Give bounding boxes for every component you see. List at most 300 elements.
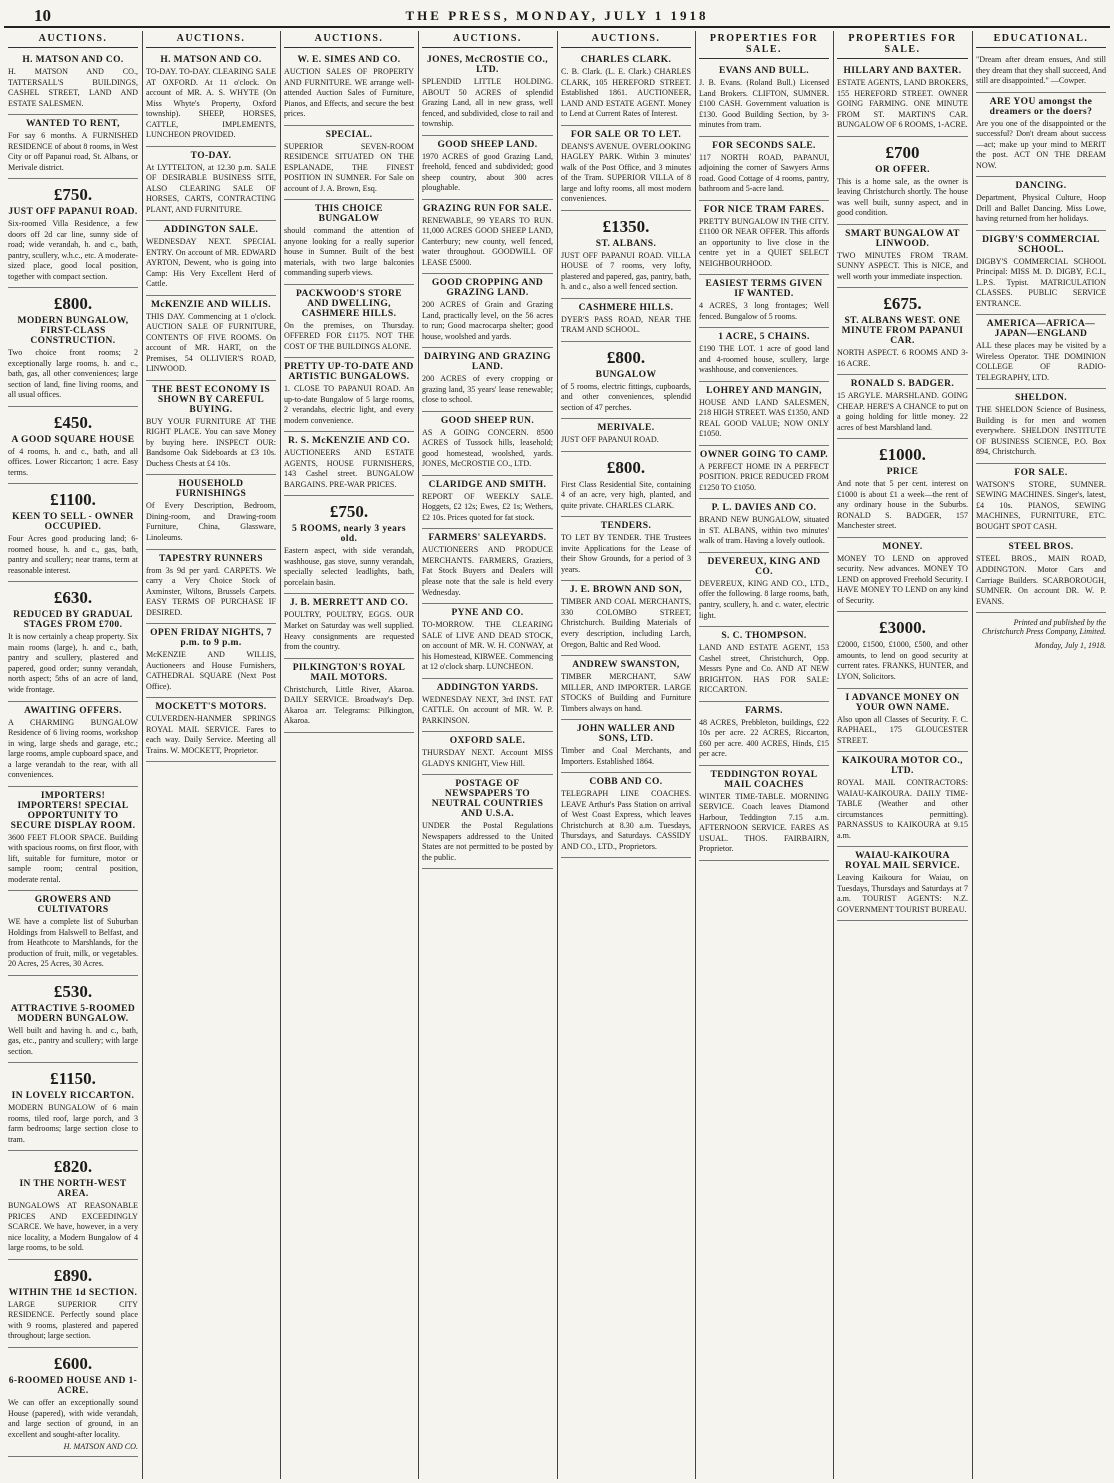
ad-heading: FOR SALE OR TO LET. (570, 129, 682, 140)
ad-body: "Dream after dream ensues, And still they dream that they shall succeed, And still are disappointed." —Cowper. (976, 55, 1106, 86)
advertisement (8, 115, 138, 179)
ad-heading: PRICE (886, 467, 919, 478)
ad-heading: THE BEST ECONOMY IS SHOWN BY CAREFUL BUYING. (151, 384, 271, 415)
ad-heading: MERIVALE. (597, 423, 655, 434)
ad-heading: SMART BUNGALOW AT LINWOOD. (845, 228, 960, 249)
advertisement (837, 137, 968, 225)
ad-body: WATSON'S STORE, SUMNER. SEWING MACHINES. Singer's, latest, £4 10s. PIANOS, SEWING MACHINES, FURNITURE, ETC. BOUGHT SPOT CASH. (976, 479, 1106, 531)
ad-body: 4 ACRES, 3 long frontages; Well fenced. Bungalow of 5 rooms. (699, 301, 829, 321)
ad-body: H. MATSON AND CO., TATTERSALL'S BUILDINGS, CASHEL STREET, LAND AND ESTATE SALESMEN. (8, 67, 138, 108)
advertisement (146, 147, 276, 222)
advertisement (284, 358, 414, 432)
advertisement (561, 51, 691, 126)
advertisement (699, 446, 829, 500)
ad-heading: ADDINGTON YARDS. (436, 682, 539, 693)
ad-body: Timber and Coal Merchants, and Importers. Established 1864. (561, 746, 691, 766)
ad-body: THE SHELDON Science of Business, Building is for men and women everywhere. SHELDON INSTITUTE OF BUSINESS SCIENCE, P.O. Box 894, Christchurch. (976, 405, 1106, 457)
ad-body: MODERN BUNGALOW of 6 main rooms, tiled roof, large porch, and 3 farm bedrooms; large section close to tram. (8, 1103, 138, 1144)
ad-heading: IMPORTERS! IMPORTERS! SPECIAL OPPORTUNITY TO SECURE DISPLAY ROOM. (10, 790, 136, 831)
advertisement (422, 679, 553, 733)
column (557, 31, 695, 1479)
ad-body: We can offer an exceptionally sound House (papered), with wide verandah, and large section of ground, in an excellent and sought-after locality. (8, 1398, 138, 1439)
advertisement (976, 538, 1106, 613)
ad-body: TO-MORROW. THE CLEARING SALE of LIVE AND DEAD STOCK, on account of MR. W. H. CONWAY, at his Homestead, KIRWEE. Commencing at 12 o'clock sharp. LUNCHEON. (422, 620, 553, 672)
ad-body: STEEL BROS., MAIN ROAD, ADDINGTON. Motor Cars and Carriage Builders. SCARBOROUGH, SUMNER. On account DR. W. P. EVANS. (976, 554, 1106, 606)
advertisement (699, 553, 829, 627)
ad-body: Well built and having h. and c., bath, gas, etc., pantry and scullery; with large section. (8, 1025, 138, 1056)
ad-heading: FOR NICE TRAM FARES. (703, 204, 825, 215)
ad-body: 1. CLOSE TO PAPANUI ROAD. An up-to-date Bungalow of 5 large rooms, 2 verandahs, electric light, and every modern convenience. (284, 384, 414, 425)
advertisement (837, 439, 968, 538)
advertisement (422, 604, 553, 679)
ad-body: DEANS'S AVENUE. OVERLOOKING HAGLEY PARK. Within 3 minutes' walk of the Post Office, and 3 minutes of the Tram. SUPERIOR VILLA of 8 large and lofty rooms, all most modern conveniences. (561, 141, 691, 204)
ad-body: HOUSE AND LAND SALESMEN, 218 HIGH STREET. WAS £1350, AND REAL GOOD VALUE; NOW ONLY £1050. (699, 397, 829, 439)
ad-heading: DIGBY'S COMMERCIAL SCHOOL. (982, 234, 1100, 255)
ad-heading: CASHMERE HILLS. (578, 302, 674, 313)
advertisement (422, 529, 553, 604)
column (418, 31, 557, 1479)
advertisement (699, 328, 829, 382)
ad-price: £750. (53, 185, 93, 205)
ad-signature: H. MATSON AND CO. (63, 1442, 138, 1452)
ad-body: Department, Physical Culture, Hoop Drill and Ballet Dancing. Miss Lowe, having returned from her holidays. (976, 193, 1106, 224)
column-heading: AUCTIONS. (284, 31, 414, 48)
ad-heading: R. S. McKENZIE AND CO. (287, 436, 411, 447)
ad-heading: OWNER GOING TO CAMP. (699, 449, 829, 460)
advertisement (837, 689, 968, 753)
ad-heading: TAPESTRY RUNNERS (159, 553, 263, 564)
ad-heading: GOOD SHEEP LAND. (437, 139, 538, 150)
ad-body: JUST OFF PAPANUI ROAD. (561, 435, 659, 445)
ad-body: 1970 ACRES of good Grazing Land, freehold, fenced and subdivided; good sheep country, about 300 acres ploughable. (422, 151, 553, 193)
advertisement (837, 612, 968, 688)
advertisement (837, 288, 968, 375)
ad-body: SPLENDID LITTLE HOLDING. ABOUT 50 ACRES of splendid Grazing Land, all in new grass, well fenced, and subdivided, close to rail and township. (422, 77, 553, 129)
advertisement (976, 389, 1106, 464)
advertisement (422, 412, 553, 476)
ad-heading: WANTED TO RENT, (26, 119, 120, 130)
advertisement (561, 211, 691, 299)
advertisement (699, 627, 829, 702)
advertisement (699, 499, 829, 553)
advertisement (8, 891, 138, 976)
ad-price: £800. (606, 457, 646, 477)
ad-heading: W. E. SIMES AND CO. (297, 55, 401, 65)
ad-body: Also upon all Classes of Security. F. C. RAPHAEL, 175 GLOUCESTER STREET. (837, 714, 968, 745)
ad-body: J. B. Evans. (Roland Bull.) Licensed Land Brokers. CLIFTON, SUMNER. £100 CASH. Government valuation is £130. Good Building Section, by 3-minutes from tram. (699, 78, 829, 130)
ad-body: McKENZIE AND WILLIS, Auctioneers and House Furnishers, CATHEDRAL SQUARE (Next Post Office). (146, 650, 276, 691)
ad-body: It is now certainly a cheap property. Six main rooms (large), h. and c., bath, pantry and scullery, plastered and papered, good order; sunny verandah, north aspect; 5ths of an acre of land, wide frontage. (8, 632, 138, 694)
advertisement (976, 315, 1106, 389)
ad-body: TO LET BY TENDER. THE Trustees invite Applications for the Lease of their Show Grounds, for a period of 3 years. (561, 533, 691, 574)
advertisement (561, 720, 691, 773)
advertisement (976, 231, 1106, 316)
ad-body: DEVEREUX, KING AND CO., LTD., offer the following. 8 large rooms, bath, pantry, scullery, h. and c. water, electric light. (699, 578, 829, 620)
ad-body: from 3s 9d per yard. CARPETS. We carry a Very Choice Stock of Axminster, Wiltons, Brussels Carpets. EASY TERMS OF PURCHASE IF DESIRED. (146, 565, 276, 617)
ad-body: 117 NORTH ROAD, PAPANUI, adjoining the corner of Sawyers Arms road. Good Cottage of 4 rooms, pantry, bathroom and 5-acre land. (699, 152, 829, 194)
ad-heading: KAIKOURA MOTOR CO., LTD. (842, 756, 963, 777)
ad-heading: A GOOD SQUARE HOUSE (11, 434, 135, 445)
ad-heading: HOUSEHOLD FURNISHINGS (175, 479, 247, 500)
ad-heading: H. MATSON AND CO. (22, 55, 124, 65)
column (4, 31, 142, 1479)
advertisement (699, 702, 829, 766)
ad-heading: MODERN BUNGALOW, FIRST-CLASS CONSTRUCTION. (17, 316, 129, 347)
ad-body: £190 THE LOT. 1 acre of good land and 4-roomed house, scullery, large washhouse, and conveniences. (699, 344, 829, 375)
ad-body: WEDNESDAY NEXT, 3rd INST. FAT CATTLE. On account of MR. W. P. PARKINSON. (422, 694, 553, 725)
advertisement (699, 275, 829, 328)
ad-heading: P. L. DAVIES AND CO. (711, 503, 817, 514)
ad-body: DIGBY'S COMMERCIAL SCHOOL Principal: MISS M. D. DIGBY, F.C.I., L.P.S. Typist. MATRICULATION CLASSES. PUBLIC SERVICE ENTRANCE. (976, 256, 1106, 308)
ad-body: On the premises, on Thursday. OFFERED FOR £1175. NOT THE COST OF THE BUILDINGS ALONE. (284, 320, 414, 351)
ad-body: BUY YOUR FURNITURE AT THE RIGHT PLACE. You can save Money by buying here. INSPECT OUR: Bandsome Oak Sideboards at £3 10s. Duchess Chests at £4 10s. (146, 416, 276, 468)
ad-body: First Class Residential Site, containing 4 of an acre, very high, planted, and quite private. CHARLES CLARK. (561, 479, 691, 510)
advertisement (561, 656, 691, 720)
advertisement (8, 1260, 138, 1348)
advertisement (422, 348, 553, 412)
advertisement (561, 517, 691, 581)
advertisement (284, 659, 414, 733)
advertisement (837, 752, 968, 847)
advertisement (146, 221, 276, 296)
masthead-title: THE PRESS, MONDAY, JULY 1 1918 (405, 8, 709, 23)
advertisement (8, 1348, 138, 1457)
ad-body: This is a home sale, as the owner is leaving Christchurch shortly. The house was well built, sunny aspect, and in good condition. (837, 176, 968, 218)
ad-heading: RONALD S. BADGER. (850, 379, 955, 390)
ad-price: £530. (53, 981, 93, 1001)
advertisement (8, 484, 138, 582)
ad-heading: SHELDON. (1014, 393, 1068, 404)
ad-heading: GRAZING RUN FOR SALE. (423, 203, 552, 214)
ad-price: £1100. (50, 490, 96, 510)
ad-heading: McKENZIE AND WILLIS. (150, 299, 271, 310)
advertisement (561, 581, 691, 656)
ad-body: For say 6 months. A FURNISHED RESIDENCE of about 8 rooms, in West City or off Papanui road, St. Albans, or Merivale district. (8, 131, 138, 172)
advertisement (8, 51, 138, 115)
column (280, 31, 418, 1479)
ad-body: A CHARMING BUNGALOW Residence of 6 living rooms, workshop in wing, large sheds and garage, etc.; large rooms, ample cupboard space, and a large verandah to the rear, with all conveniences. (8, 717, 138, 780)
advertisement (146, 624, 276, 698)
ad-heading: AWAITING OFFERS. (24, 705, 122, 716)
ad-heading: FOR SECONDS SALE. (712, 140, 816, 151)
ad-body: TWO MINUTES FROM TRAM. SUNNY ASPECT. This is NICE, and well worth your immediate inspection. (837, 250, 968, 281)
ad-body: SUPERIOR SEVEN-ROOM RESIDENCE SITUATED ON THE ESPLANADE, THE FINEST POSITION IN SUMNER. For Sale on account of J. A. Brown, Esq. (284, 141, 414, 193)
ad-body: MONEY TO LEND on approved security. New advances. MONEY TO LEND on approved Freehold Security. I HAVE MONEY TO LEND on any kind of Security. (837, 553, 968, 605)
column (833, 31, 972, 1479)
ad-body: TELEGRAPH LINE COACHES. LEAVE Arthur's Pass Station on arrival of West Coast Express, which leaves Christchurch at 8.30 a.m. Tuesdays, Thursdays, and Saturdays. CASSIDY AND CO., LTD., Proprietors. (561, 789, 691, 851)
advertisement (561, 126, 691, 211)
ad-heading: TEDDINGTON ROYAL MAIL COACHES (710, 769, 818, 790)
advertisement (8, 976, 138, 1064)
ad-body: ESTATE AGENTS, LAND BROKERS, 155 HEREFORD STREET. OWNER GOING FARMING. ONE MINUTE FROM ST. MARTIN'S CAR. BUNGALOW OF 6 ROOMS, 1-ACRE. (837, 78, 968, 130)
advertisement (284, 496, 414, 594)
advertisement (8, 1151, 138, 1260)
column (142, 31, 280, 1479)
ad-heading: FOR SALE. (1014, 467, 1068, 478)
imprint-line: Printed and published by the Christchurch Press Company, Limited. (981, 618, 1106, 637)
ad-heading: 5 ROOMS, nearly 3 years old. (292, 524, 406, 545)
ad-heading: JOHN WALLER AND SONS, LTD. (576, 724, 676, 745)
ad-body: RENEWABLE, 99 YEARS TO RUN. 11,000 ACRES GOOD SHEEP LAND, Canterbury; new county, well fenced, water throughout. GOODWILL OF LEASE £5000. (422, 215, 553, 267)
advertisement (422, 476, 553, 530)
advertisement (284, 432, 414, 496)
advertisement (422, 732, 553, 775)
advertisement (284, 285, 414, 359)
ad-heading: DEVEREUX, KING AND CO. (707, 556, 821, 577)
ad-heading: LOHREY AND MANGIN, (706, 385, 822, 396)
ad-body: should command the attention of anyone looking for a really superior house in Sumner. Built of the best materials, with two large balconies commanding superb views. (284, 226, 414, 278)
ad-price: £820. (53, 1157, 93, 1177)
ad-heading: WITHIN THE 1d SECTION. (8, 1287, 138, 1298)
ad-body: AUCTIONEERS AND ESTATE AGENTS, HOUSE FURNISHERS, 143 Cashel street. BUNGALOW BARGAINS. PRE-WAR PRICES. (284, 448, 414, 489)
ad-body: TIMBER AND COAL MERCHANTS, 330 COLOMBO STREET, Christchurch. Building Materials of every description, including Larch, Oregon, Baltic and Red Wood. (561, 597, 691, 649)
column-heading: AUCTIONS. (422, 31, 553, 48)
advertisement (146, 550, 276, 625)
advertisement (837, 847, 968, 921)
ad-body: WINTER TIME-TABLE. MORNING SERVICE. Coach leaves Diamond Harbour, Teddington 7.15 a.m. AFTERNOON SERVICE. FARES AS USUAL. THOS. FAIRBAIRN, Proprietor. (699, 791, 829, 854)
ad-heading: PRETTY UP-TO-DATE AND ARTISTIC BUNGALOWS. (284, 362, 414, 383)
advertisement (976, 464, 1106, 539)
ad-body: Christchurch, Little River, Akaroa. DAILY SERVICE. Broadway's Dep. Akaroa arr. Telegrams: Pilkington, Akaroa. (284, 684, 414, 726)
ad-heading: HILLARY AND BAXTER. (843, 66, 962, 76)
advertisement (284, 594, 414, 658)
ad-heading: MONEY. (882, 541, 923, 552)
ad-body: 48 ACRES, Prebbleton, buildings, £22 10s per acre. 22 ACRES, Riccarton, £60 per acre. 400 ACRES, Hinds, £15 per acre. (699, 717, 829, 759)
ad-heading: J. E. BROWN AND SON, (569, 585, 683, 596)
ad-body: REPORT OF WEEKLY SALE. Hoggets, £2 12s; Ewes, £2 1s; Wethers, £2 10s. Prices quoted for fat stock. (422, 491, 553, 522)
ad-body: BUNGALOWS AT REASONABLE PRICES AND EXCEEDINGLY SCARCE. We have, however, in a very nice locality, a Modern Bungalow of 4 large rooms, to be sold. (8, 1201, 138, 1253)
ad-price: £1350. (602, 216, 650, 236)
ad-heading: ST. ALBANS WEST. ONE MINUTE FROM PAPANUI CAR. (841, 316, 964, 347)
ad-heading: THIS CHOICE BUNGALOW (314, 204, 383, 225)
ad-body: AUCTION SALES OF PROPERTY AND FURNITURE. WE arrange well-attended Auction Sales of Furniture, Pianos, and Effects, and secure the best prices. (284, 67, 414, 119)
advertisement (146, 698, 276, 762)
ad-heading: DANCING. (1015, 181, 1067, 192)
ad-body: BRAND NEW BUNGALOW, situated in ST. ALBANS, within two minutes' walk of tram. Having a lovely outlook. (699, 515, 829, 546)
ad-heading: GOOD SHEEP RUN. (440, 415, 535, 426)
column-heading: AUCTIONS. (146, 31, 276, 48)
ad-body: Leaving Kaikoura for Waiau, on Tuesdays, Thursdays and Saturdays at 7 a.m. TOURIST AGENTS: N.Z. GOVERNMENT TOURIST BUREAU. (837, 873, 968, 914)
advertisement (422, 274, 553, 348)
ad-body: TIMBER MERCHANT, SAW MILLER, AND IMPORTER. LARGE STOCKS of Building and Furniture Timbers always on hand. (561, 672, 691, 713)
advertisement (561, 342, 691, 420)
advertisement (699, 766, 829, 861)
advertisement (976, 177, 1106, 231)
ad-heading: SPECIAL. (325, 129, 373, 140)
ad-body: £2000, £1500, £1000, £500, and other amounts, to lend on good security at current rates. FRANKS, HUNTER, and LYON, Solicitors. (837, 640, 968, 681)
ad-heading: ANDREW SWANSTON, (572, 660, 680, 671)
ad-price: £700 (885, 142, 920, 162)
advertisement (284, 126, 414, 201)
ad-heading: IN THE NORTH-WEST AREA. (19, 1179, 127, 1200)
ad-heading: CLARIDGE AND SMITH. (428, 479, 547, 490)
ad-body: Eastern aspect, with side verandah, washhouse, gas stove, sunny verandah, specially selected leadlights, bath, porcelain basin. (284, 546, 414, 587)
ad-body: POULTRY, POULTRY, EGGS. OUR Market on Saturday was well supplied. Heavy consignments are requested from the country. (284, 610, 414, 652)
advertisement (8, 1063, 138, 1151)
advertisement (699, 62, 829, 137)
column (972, 31, 1110, 1479)
ad-price: £450. (53, 412, 93, 432)
masthead (4, 4, 1110, 28)
column (695, 31, 833, 1479)
ad-body: JUST OFF PAPANUI ROAD. VILLA HOUSE of 7 rooms, very lofty, plastered and papered, gas, pantry, bath, h. and c., also a well fenced section. (561, 250, 691, 292)
ad-heading: TENDERS. (600, 521, 652, 532)
ad-body: C. B. Clark. (L. E. Clark.) CHARLES CLARK, 105 HEREFORD STREET. Established 1861. AUCTIONEER, LAND AND ESTATE AGENT. Money to Lend at Current Rates of Interest. (561, 67, 691, 119)
ad-heading: EVANS AND BULL. (718, 66, 810, 76)
ad-body: 15 ARGYLE. MARSHLAND. GOING CHEAP. HERE'S A CHANCE to put on a going holding for little money. 22 acres of best Marshland land. (837, 391, 968, 432)
advertisement (146, 51, 276, 147)
advertisement (422, 136, 553, 200)
ad-heading: I ADVANCE MONEY ON YOUR OWN NAME. (845, 692, 960, 713)
newspaper-page (4, 4, 1110, 1479)
ad-heading: WAIAU-KAIKOURA ROYAL MAIL SERVICE. (845, 851, 960, 872)
ad-body: Six-roomed Villa Residence, a few doors off 2d car line, sunny side of road; wide verandah, h. and c., bath, pantry, scullery, w.h.c., etc. A moderate-sized place, good local position, together with compact section. (8, 219, 138, 281)
ad-heading: JUST OFF PAPANUI ROAD. (8, 207, 138, 218)
ad-heading: GOOD CROPPING AND GRAZING LAND. (431, 278, 544, 299)
ad-body: Two choice front rooms; 2 exceptionally large rooms, h. and c., bath, gas, all other conveniences; large section of land, fine living rooms, and all usual offices. (8, 348, 138, 400)
column-heading: AUCTIONS. (8, 31, 138, 48)
column-heading: AUCTIONS. (561, 31, 691, 48)
ad-body: of 5 rooms, electric fittings, cupboards, and other conveniences, splendid section of 47 perches. (561, 381, 691, 412)
ad-heading: PILKINGTON'S ROYAL MAIL MOTORS. (292, 662, 406, 683)
ad-heading: JONES, McCROSTIE CO., LTD. (426, 55, 549, 75)
advertisement (699, 201, 829, 276)
ad-body: DYER'S PASS ROAD, NEAR THE TRAM AND SCHOOL. (561, 314, 691, 335)
ad-price: £3000. (879, 618, 926, 638)
ad-price: £750. (329, 502, 369, 522)
ad-heading: PACKWOOD'S STORE AND DWELLING, CASHMERE HILLS. (295, 288, 403, 319)
ad-price: £800. (53, 294, 93, 314)
ad-body: THURSDAY NEXT. Account MISS GLADYS KNIGHT, View Hill. (422, 748, 553, 768)
ad-body: Are you one of the disappointed or the successful? Don't dream about success—act; make up your mind to MERIT the post. ACT ON THE DREAM NOW. (976, 118, 1106, 170)
ad-body: WE have a complete list of Suburban Holdings from Halswell to Belfast, and from Heathcote to Marshlands, for the production of fruit, milk, or vegetables. 20 Acres, 25 Acres, 30 Acres. (8, 917, 138, 969)
advertisement (8, 702, 138, 787)
column-heading: PROPERTIES FOR SALE. (699, 31, 829, 59)
ad-heading: FARMS. (745, 705, 783, 716)
advertisement (8, 288, 138, 407)
ad-heading: S. C. THOMPSON. (721, 631, 807, 642)
ad-heading: 1 ACRE, 5 CHAINS. (718, 332, 810, 343)
ad-heading: BUNGALOW (595, 369, 657, 380)
ad-heading: OXFORD SALE. (449, 736, 526, 747)
advertisement (976, 51, 1106, 93)
ad-body: of 4 rooms, h. and c., bath, and all offices. Lower Riccarton; 1 acre. Easy terms. (8, 446, 138, 477)
ad-body: UNDER the Postal Regulations Newspapers addressed to the United States are not permitted to be posted by the public. (422, 821, 553, 862)
column-heading: EDUCATIONAL. (976, 31, 1106, 48)
date-line: Monday, July 1, 1918. (1034, 641, 1106, 651)
ad-body: WEDNESDAY NEXT. SPECIAL ENTRY. On account of MR. EDWARD AYRTON, Dewent, who is going into Camp: His Very Excellent Herd of Cattle. (146, 237, 276, 289)
ad-body: LAND AND ESTATE AGENT, 153 Cashel street, Christchurch, Opp. Messrs Pyne and Co. AND AT NEW BRIGHTON. HAS FOR SALE: RICCARTON. (699, 643, 829, 695)
advertisement (284, 200, 414, 285)
advertisement (837, 538, 968, 613)
ad-body: PRETTY BUNGALOW IN THE CITY. £1100 OR NEAR OFFER. This affords an opportunity to live close in the centre yet in a QUIET SELECT NEIGHBOURHOOD. (699, 216, 829, 268)
advertisement (699, 137, 829, 201)
ad-heading: IN LOVELY RICCARTON. (11, 1091, 135, 1102)
ad-heading: ST. ALBANS. (595, 238, 657, 249)
ad-price: £600. (53, 1354, 93, 1373)
ad-heading: H. MATSON AND CO. (160, 55, 262, 65)
ad-heading: J. B. MERRETT AND CO. (289, 598, 409, 609)
advertisement (8, 179, 138, 288)
ad-heading: OR OFFER. (875, 164, 930, 175)
ad-heading: AMERICA—AFRICA—JAPAN—ENGLAND (986, 319, 1096, 340)
ad-body: 200 ACRES of Grain and Grazing Land, practically level, on the 56 acres to run; Good macrocarpa shelter; good house, woolshed and yards. (422, 300, 553, 341)
ad-body: 200 ACRES of every cropping or grazing land, 35 years' lease renewable; close to school. (422, 374, 553, 405)
ad-heading: KEEN TO SELL - OWNER OCCUPIED. (12, 512, 134, 533)
ad-heading: ADDINGTON SALE. (163, 225, 259, 236)
ad-heading: COBB AND CO. (589, 777, 663, 788)
ad-heading: CHARLES CLARK. (580, 55, 672, 65)
ad-heading: PYNE AND CO. (451, 608, 524, 619)
advertisement (422, 51, 553, 136)
ad-body: A PERFECT HOME IN A PERFECT POSITION. PRICE REDUCED FROM £1250 TO £1050. (699, 461, 829, 492)
advertisement (146, 475, 276, 549)
ad-heading: FARMERS' SALEYARDS. (428, 533, 547, 544)
advertisement (422, 200, 553, 275)
ad-body: TO-DAY. TO-DAY. CLEARING SALE AT OXFORD. At 11 o'clock. On account of MR. A. S. WHYTE (On Miss Whyte's Property, Oxford township). SHEEP, HORSES, CATTLE, IMPLEMENTS, LUNCHEON PROVIDED. (146, 67, 276, 140)
ad-body: Four Acres good producing land; 6-roomed house, h. and c., gas, bath, pantry and scullery; near trams, term at reasonable interest. (8, 534, 138, 575)
ad-price: £630. (53, 588, 93, 608)
advertisement (146, 296, 276, 381)
ad-body: AS A GOING CONCERN. 8500 ACRES of Tussock hills, leasehold; good homestead, woolshed, yards. JONES, McCROSTIE CO., LTD. (422, 427, 553, 469)
advertisement (8, 787, 138, 892)
page-number: 10 (34, 6, 51, 25)
ad-heading: EASIEST TERMS GIVEN IF WANTED. (705, 279, 823, 300)
ad-heading: TO-DAY. (190, 150, 232, 161)
column-heading: PROPERTIES FOR SALE. (837, 31, 968, 59)
advertisement (837, 375, 968, 439)
ad-price: £675. (883, 294, 922, 314)
ad-heading: 6-ROOMED HOUSE AND 1-ACRE. (8, 1376, 138, 1396)
advertisement (8, 407, 138, 485)
ad-heading: OPEN FRIDAY NIGHTS, 7 p.m. to 9 p.m. (150, 628, 272, 649)
ad-price: £1150. (50, 1069, 96, 1089)
ad-body: ROYAL MAIL CONTRACTORS: WAIAU-KAIKOURA. DAILY TIME-TABLE (Weather and other circumstances permitting). PARNASSUS to KAIKOURA at 9.15 a.m. (837, 778, 968, 840)
ad-heading: POSTAGE OF NEWSPAPERS TO NEUTRAL COUNTRIES AND U.S.A. (431, 779, 544, 820)
advertisement (561, 419, 691, 452)
advertisement (561, 773, 691, 858)
ad-heading: ATTRACTIVE 5-ROOMED MODERN BUNGALOW. (10, 1003, 136, 1024)
ad-price: £800. (606, 347, 646, 367)
advertisement (146, 381, 276, 476)
ad-body: Of Every Description, Bedroom, Dining-room, and Drawing-room Furniture, China, Glassware, Linoleums. (146, 501, 276, 542)
ad-body: At LYTTELTON, at 12.30 p.m. SALE OF DESIRABLE BUSINESS SITE, ALSO CLEARING SALE OF HORSES, CARTS, CONTRACTING PLANT, AND FURNITURE. (146, 162, 276, 214)
advertisement (837, 225, 968, 289)
advertisement (561, 299, 691, 342)
advertisement (699, 382, 829, 446)
ad-heading: DAIRYING AND GRAZING LAND. (424, 352, 551, 373)
advertisement (422, 775, 553, 869)
advertisement (837, 62, 968, 137)
ad-heading: REDUCED BY GRADUAL STAGES FROM £700. (13, 610, 133, 631)
advertisement (561, 452, 691, 518)
ad-heading: ARE YOU amongst the dreamers or the doers? (989, 96, 1093, 117)
ad-body: LARGE SUPERIOR CITY RESIDENCE. Perfectly sound place with 9 rooms, plastered and papered throughout; large section. (8, 1299, 138, 1341)
ad-body: NORTH ASPECT. 6 ROOMS AND 3-16 ACRE. (837, 348, 968, 368)
ad-body: 3600 FEET FLOOR SPACE. Building with spacious rooms, on first floor, with lift, suitable for furniture, motor or sample room; central position, moderate rental. (8, 832, 138, 884)
advertisement (284, 51, 414, 126)
ad-price: £1000. (879, 445, 926, 465)
ad-heading: STEEL BROS. (1008, 542, 1074, 553)
ad-body: And note that 5 per cent. interest on £1000 is about £1 a week—the rent of any ordinary house in the Suburbs. RONALD S. BADGER, 157 Manchester street. (837, 479, 968, 531)
ad-body: AUCTIONEERS AND PRODUCE MERCHANTS. FARMERS, Graziers, Fat Stock Buyers and Dealers will please note that the sale is held every Wednesday. (422, 545, 553, 597)
advertisement (8, 582, 138, 701)
ad-heading: GROWERS AND CULTIVATORS (34, 895, 112, 916)
ad-body: THIS DAY. Commencing at 1 o'clock. AUCTION SALE OF FURNITURE, CONTENTS OF FIVE ROOMS. On account of MR. HART, on the Premises, 54 OLLIVIER'S ROAD, LINWOOD. (146, 311, 276, 374)
ad-body: CULVERDEN-HANMER SPRINGS ROYAL MAIL SERVICE. Fares to each way. Daily Service. Meeting all Trains. W. MOCKETT, Proprietor. (146, 714, 276, 755)
ad-heading: MOCKETT'S MOTORS. (155, 702, 267, 713)
ad-price: £890. (53, 1265, 93, 1285)
